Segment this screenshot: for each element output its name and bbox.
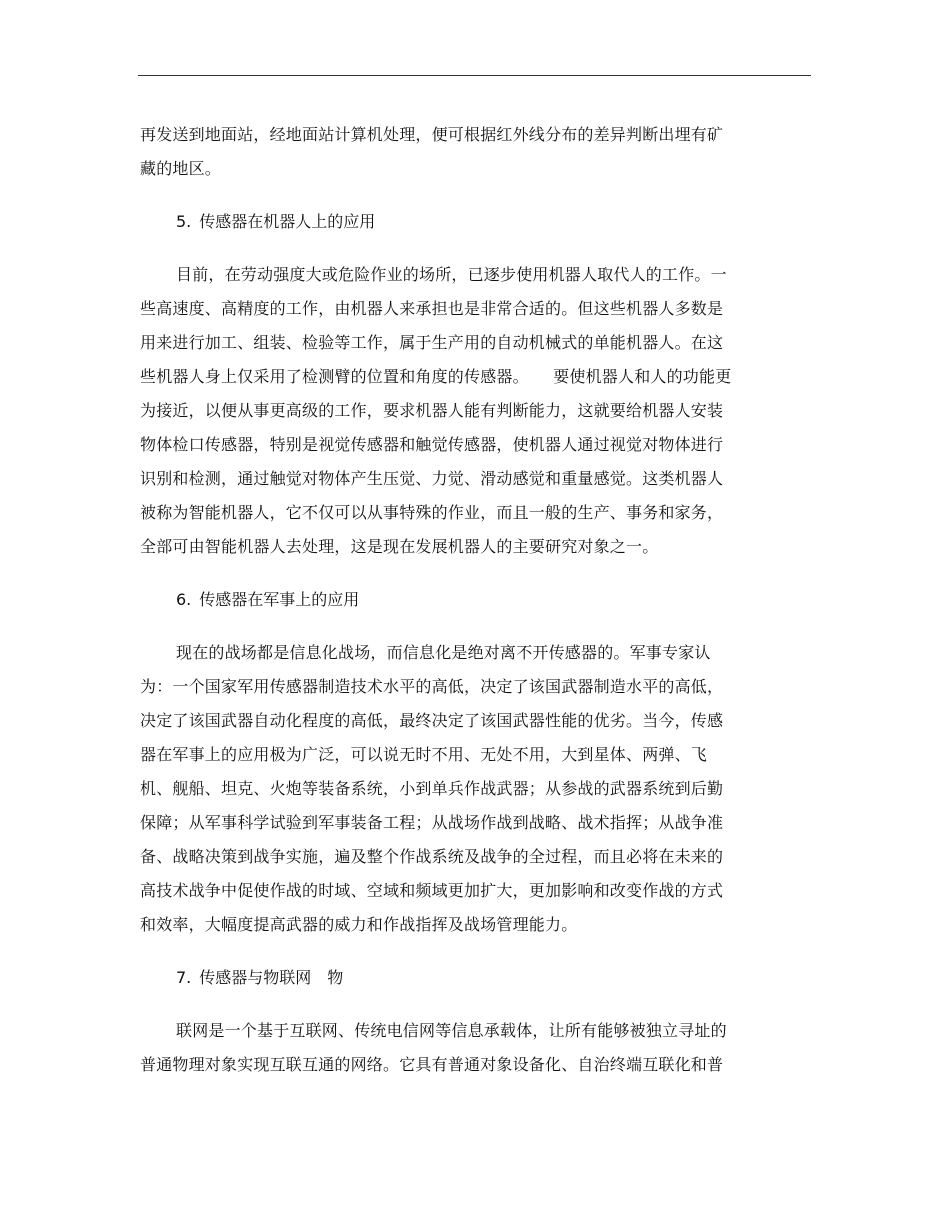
paragraph-line: 目前，在劳动强度大或危险作业的场所，已逐步使用机器人取代人的工作。一 (176, 265, 727, 284)
section-title: 传感器在机器人上的应用 (199, 212, 376, 231)
section-number: 6. (176, 590, 192, 609)
paragraph-military (140, 636, 780, 942)
paragraph-line: 为：一个国家军用传感器制造技术水平的高低，决定了该国武器制造水平的高低， (140, 677, 724, 696)
document-body (140, 118, 780, 1082)
paragraph-line: 普通物理对象实现互联互通的网络。它具有普通对象设备化、自治终端互联化和普 (140, 1055, 724, 1074)
paragraph-iot (140, 1014, 780, 1082)
section-heading-6 (140, 583, 780, 617)
paragraph-line: 物体检口传感器，特别是视觉传感器和触觉传感器，使机器人通过视觉对物体进行 (140, 435, 724, 454)
paragraph-line: 被称为智能机器人，它不仅可以从事特殊的作业，而且一般的生产、事务和家务， (140, 503, 724, 522)
section-number: 5. (176, 212, 192, 231)
paragraph-line: 全部可由智能机器人去处理，这是现在发展机器人的主要研究对象之一。 (140, 537, 659, 556)
paragraph-line: 和效率，大幅度提高武器的威力和作战指挥及战场管理能力。 (140, 915, 578, 934)
paragraph-line: 决定了该国武器自动化程度的高低，最终决定了该国武器性能的优劣。当今，传感 (140, 711, 724, 730)
paragraph-line: 备、战略决策到战争实施，遍及整个作战系统及战争的全过程，而且必将在未来的 (140, 847, 724, 866)
section-title: 传感器与物联网 物 (199, 968, 344, 987)
section-number: 7. (176, 968, 192, 987)
paragraph-line: 用来进行加工、组装、检验等工作，属于生产用的自动机械式的单能机器人。在这 (140, 333, 724, 352)
section-heading-7 (140, 961, 780, 995)
paragraph-line: 些机器人身上仅采用了检测臂的位置和角度的传感器。 要使机器人和人的功能更 (140, 367, 732, 386)
paragraph-continued (140, 118, 780, 186)
paragraph-line: 为接近，以便从事更高级的工作，要求机器人能有判断能力，这就要给机器人安装 (140, 401, 724, 420)
paragraph-line: 识别和检测，通过触觉对物体产生压觉、力觉、滑动感觉和重量感觉。这类机器人 (140, 469, 724, 488)
paragraph-line: 些高速度、高精度的工作，由机器人来承担也是非常合适的。但这些机器人多数是 (140, 299, 724, 318)
paragraph-line: 机、舰船、坦克、火炮等装备系统，小到单兵作战武器；从参战的武器系统到后勤 (140, 779, 724, 798)
paragraph-line: 再发送到地面站，经地面站计算机处理，便可根据红外线分布的差异判断出埋有矿 (140, 125, 724, 144)
header-rule (138, 75, 811, 76)
paragraph-line: 器在军事上的应用极为广泛，可以说无时不用、无处不用，大到星体、两弹、飞 (140, 745, 708, 764)
paragraph-line: 联网是一个基于互联网、传统电信网等信息承载体，让所有能够被独立寻址的 (176, 1021, 727, 1040)
section-title: 传感器在军事上的应用 (199, 590, 360, 609)
paragraph-line: 保障；从军事科学试验到军事装备工程；从战场作战到战略、战术指挥；从战争准 (140, 813, 724, 832)
paragraph-line: 藏的地区。 (140, 159, 222, 178)
section-heading-5 (140, 205, 780, 239)
paragraph-line: 高技术战争中促使作战的时域、空域和频域更加扩大，更加影响和改变作战的方式 (140, 881, 724, 900)
paragraph-line: 现在的战场都是信息化战场，而信息化是绝对离不开传感器的。军事专家认 (176, 643, 711, 662)
paragraph-robot (140, 258, 780, 564)
